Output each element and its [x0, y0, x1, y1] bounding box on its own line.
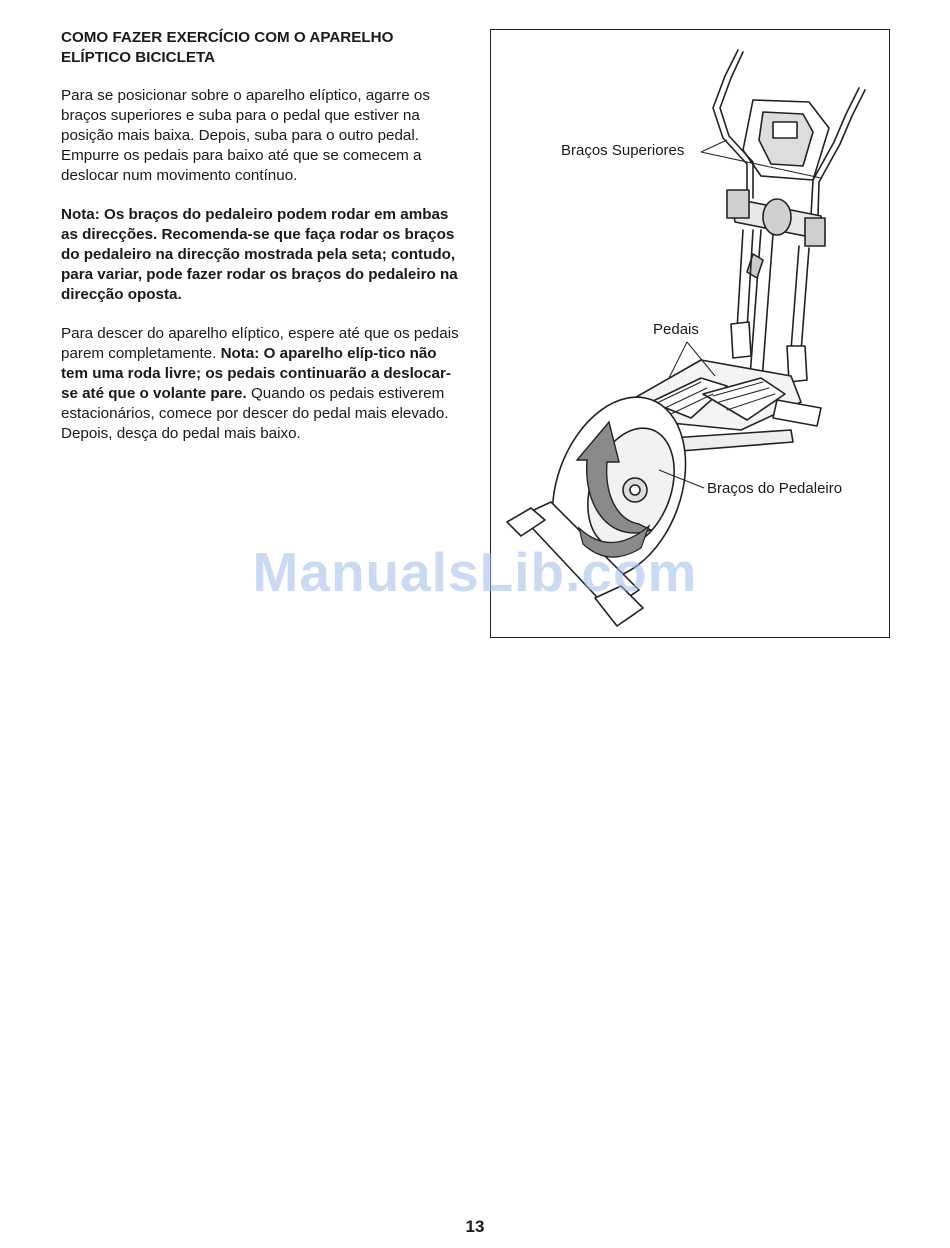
instructions-column: [61, 28, 466, 463]
mounting-paragraph: Para se posicionar sobre o aparelho elíptico, agarre os braços superiores e suba para o pedal que estiver na posição mais baixa. Depois, suba para o outro pedal. Empurre os pedais para baixo até que se comecem a deslocar num movimento contínuo.: [61, 87, 430, 184]
dismount-text-end: Quando os pedais estiverem estacionários, comece por descer do pedal mais elevado. Depois, desça do pedal mais baixo.: [61, 385, 449, 442]
label-upper-arms: Braços Superiores: [561, 142, 685, 159]
heading-line-1: COMO FAZER EXERCÍCIO COM O APARELHO: [61, 29, 394, 46]
left-upper-arm: [713, 50, 747, 198]
section-heading: [61, 28, 466, 68]
label-crank-arms: Braços do Pedaleiro: [707, 480, 843, 497]
manualslib-watermark: ManualsLib.com: [252, 541, 698, 603]
dismount-paragraph: [61, 324, 466, 444]
dismount-text-start: Para descer do aparelho elíptico, espere até que os pedais parem completamente.: [61, 325, 459, 362]
page-number: 13: [465, 1217, 485, 1236]
direction-note: Nota: Os braços do pedaleiro podem rodar em ambas as direcções. Recomenda-se que faça rodar os braços do pedaleiro na direcção mostrada pela seta; contudo, para variar, pode fazer rodar os braços do pedaleiro na direcção oposta.: [61, 206, 458, 303]
rear-stabilizer: [773, 400, 821, 426]
freewheel-note: Nota: O aparelho elíp-tico não tem uma roda livre; os pedais continuarão a deslocar-se até que o volante pare.: [61, 345, 451, 402]
heading-line-2: ELÍPTICO BICICLETA: [61, 49, 216, 66]
label-pedals: Pedais: [653, 321, 699, 338]
